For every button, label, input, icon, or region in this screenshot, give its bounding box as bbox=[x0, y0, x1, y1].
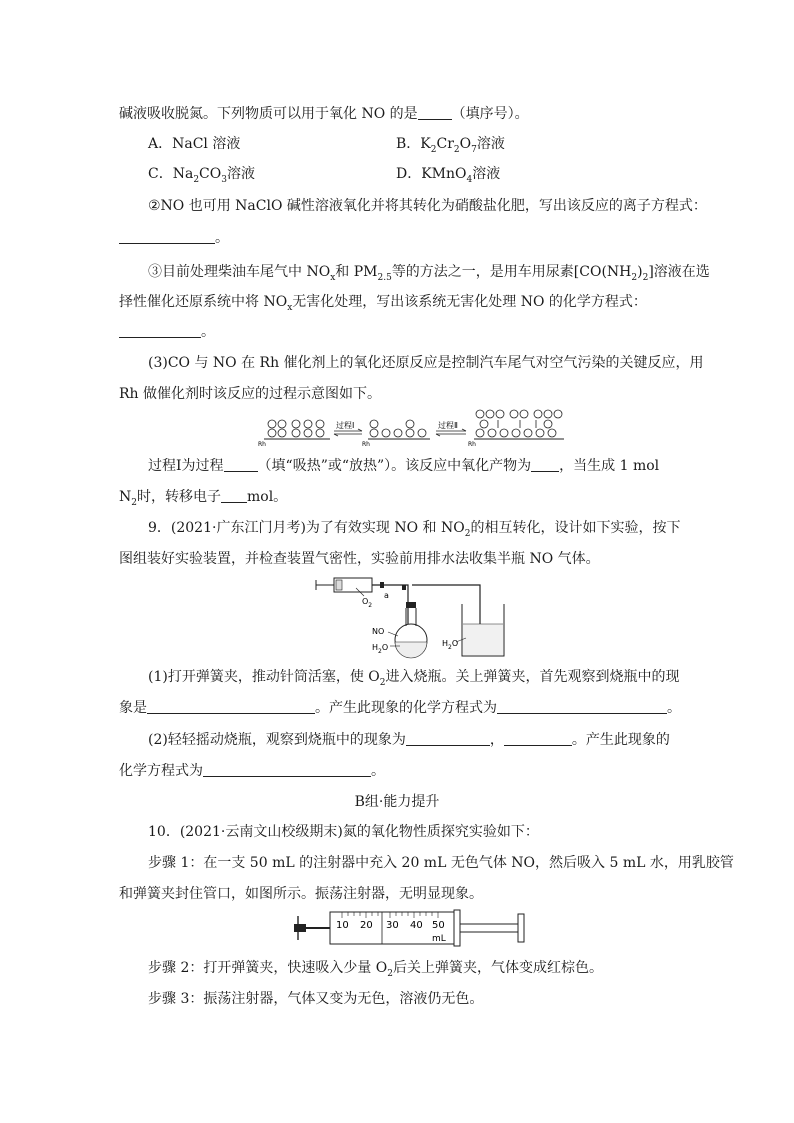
answer-blank[interactable] bbox=[406, 731, 490, 746]
rh-label: Rh bbox=[362, 441, 370, 448]
q8-part4-line2: Rh 做催化剂时该反应的过程示意图如下。 bbox=[119, 386, 382, 402]
q8-part3-line2: 择性催化还原系统中将 $NO_x$无害化处理，写出该系统无害化处理 NO 的化学方程式： bbox=[119, 294, 647, 313]
q9-heading-line2: 图组装好实验装置，并检查装置气密性，实验前用排水法收集半瓶 NO 气体。 bbox=[119, 551, 600, 567]
answer-blank[interactable] bbox=[418, 105, 452, 120]
q8-part5-line2: $N_2$时，转移电子 mol。 bbox=[119, 489, 288, 508]
tick-label-50: 50 bbox=[432, 920, 445, 931]
q9-part1-line2: 象是 。产生此现象的化学方程式为 。 bbox=[119, 700, 681, 716]
clamp-a-label: a bbox=[384, 591, 389, 600]
q8-part2: ②NO 也可用 NaClO 碱性溶液氧化并将其转化为硝酸盐化肥，写出该反应的离子方程式： bbox=[148, 198, 707, 214]
answer-blank[interactable] bbox=[203, 762, 371, 777]
q8-part2-answer: 。 bbox=[119, 228, 229, 248]
tick-label-10: 10 bbox=[336, 920, 349, 931]
unit-label: mL bbox=[432, 934, 446, 944]
section-b-heading: B组·能力提升 bbox=[354, 794, 440, 810]
q8-part4-line1: (3)CO 与 NO 在 Rh 催化剂上的氧化还原反应是控制汽车尾气对空气污染的关键反应，用 bbox=[148, 355, 704, 371]
answer-blank[interactable] bbox=[497, 699, 667, 714]
q9-part2-line1: (2)轻轻摇动烧瓶，观察到烧瓶中的现象为 ， 。产生此现象的 bbox=[148, 732, 670, 748]
h2o-label-right: $H_2O$ bbox=[442, 639, 459, 651]
answer-blank[interactable] bbox=[119, 229, 215, 244]
q10-step2: 步骤 2：打开弹簧夹，快速吸入少量 $O_2$后关上弹簧夹，气体变成红棕色。 bbox=[148, 960, 604, 979]
q9-heading: 9．(2021·广东江门月考)为了有效实现 NO 和 $NO_2$的相互转化，设计如下实验，按下 bbox=[148, 520, 681, 539]
answer-blank[interactable] bbox=[504, 731, 572, 746]
syringe-diagram bbox=[290, 908, 536, 950]
h2o-label-left: $H_2O$ bbox=[372, 643, 389, 655]
molecules-products bbox=[476, 410, 562, 437]
answer-blank[interactable] bbox=[531, 457, 559, 472]
answer-blank[interactable] bbox=[221, 488, 247, 503]
answer-blank[interactable] bbox=[224, 457, 258, 472]
answer-blank[interactable] bbox=[119, 323, 201, 338]
rh-label: Rh bbox=[468, 441, 476, 448]
option-d: D．KMnO$_4$溶液 bbox=[396, 166, 501, 185]
process-1-label: 过程Ⅰ bbox=[336, 421, 355, 430]
q10-step1-line2: 和弹簧夹封住管口，如图所示。振荡注射器，无明显现象。 bbox=[119, 886, 483, 902]
rh-label: Rh bbox=[258, 441, 266, 448]
q9-part1-line1: (1)打开弹簧夹，推动针筒活塞，使 $O_2$进入烧瓶。关上弹簧夹，首先观察到烧瓶中的现 bbox=[148, 669, 680, 688]
q8-intro: 碱液吸收脱氮。下列物质可以用于氧化 NO 的是 （填序号）。 bbox=[119, 106, 529, 122]
no-label: NO bbox=[372, 627, 385, 636]
scale-ticks bbox=[342, 912, 438, 918]
process-2-label: 过程Ⅱ bbox=[438, 421, 458, 430]
option-a: A．NaCl 溶液 bbox=[148, 136, 241, 152]
molecules-initial bbox=[268, 420, 324, 437]
tick-label-20: 20 bbox=[360, 920, 373, 931]
q9-part2-line2: 化学方程式为 。 bbox=[119, 763, 385, 779]
q8-part5-line1: 过程Ⅰ为过程 （填“吸热”或“放热”）。该反应中氧化产物为 ，当生成 1 mol bbox=[148, 458, 660, 474]
no-apparatus-diagram bbox=[314, 574, 520, 660]
q10-step3: 步骤 3：振荡注射器，气体又变为无色，溶液仍无色。 bbox=[148, 991, 484, 1007]
option-c: C．$Na_2CO_3$溶液 bbox=[148, 166, 255, 185]
q10-heading: 10．(2021·云南文山校级期末)氮的氧化物性质探究实验如下： bbox=[148, 824, 539, 840]
tick-label-30: 30 bbox=[386, 920, 399, 931]
q10-step1-line1: 步骤 1：在一支 50 mL 的注射器中充入 20 mL 无色气体 NO，然后吸入 5 mL 水，用乳胶管 bbox=[148, 855, 734, 871]
option-b: B．$K_2Cr_2O_7$溶液 bbox=[396, 136, 505, 155]
desorption-arrows bbox=[498, 420, 536, 428]
q8-part3-line1: ③目前处理柴油车尾气中 $NO_x$和 $PM_{2.5}$等的方法之一，是用车用尿素$[CO(NH_2)_2]$溶液在选 bbox=[148, 264, 710, 283]
answer-blank[interactable] bbox=[147, 699, 315, 714]
tick-label-40: 40 bbox=[410, 920, 423, 931]
rh-process-diagram bbox=[258, 408, 568, 448]
q8-part3-answer: 。 bbox=[119, 322, 215, 342]
o2-label: $O_2$ bbox=[362, 597, 373, 609]
molecules-adsorbed bbox=[370, 420, 426, 437]
